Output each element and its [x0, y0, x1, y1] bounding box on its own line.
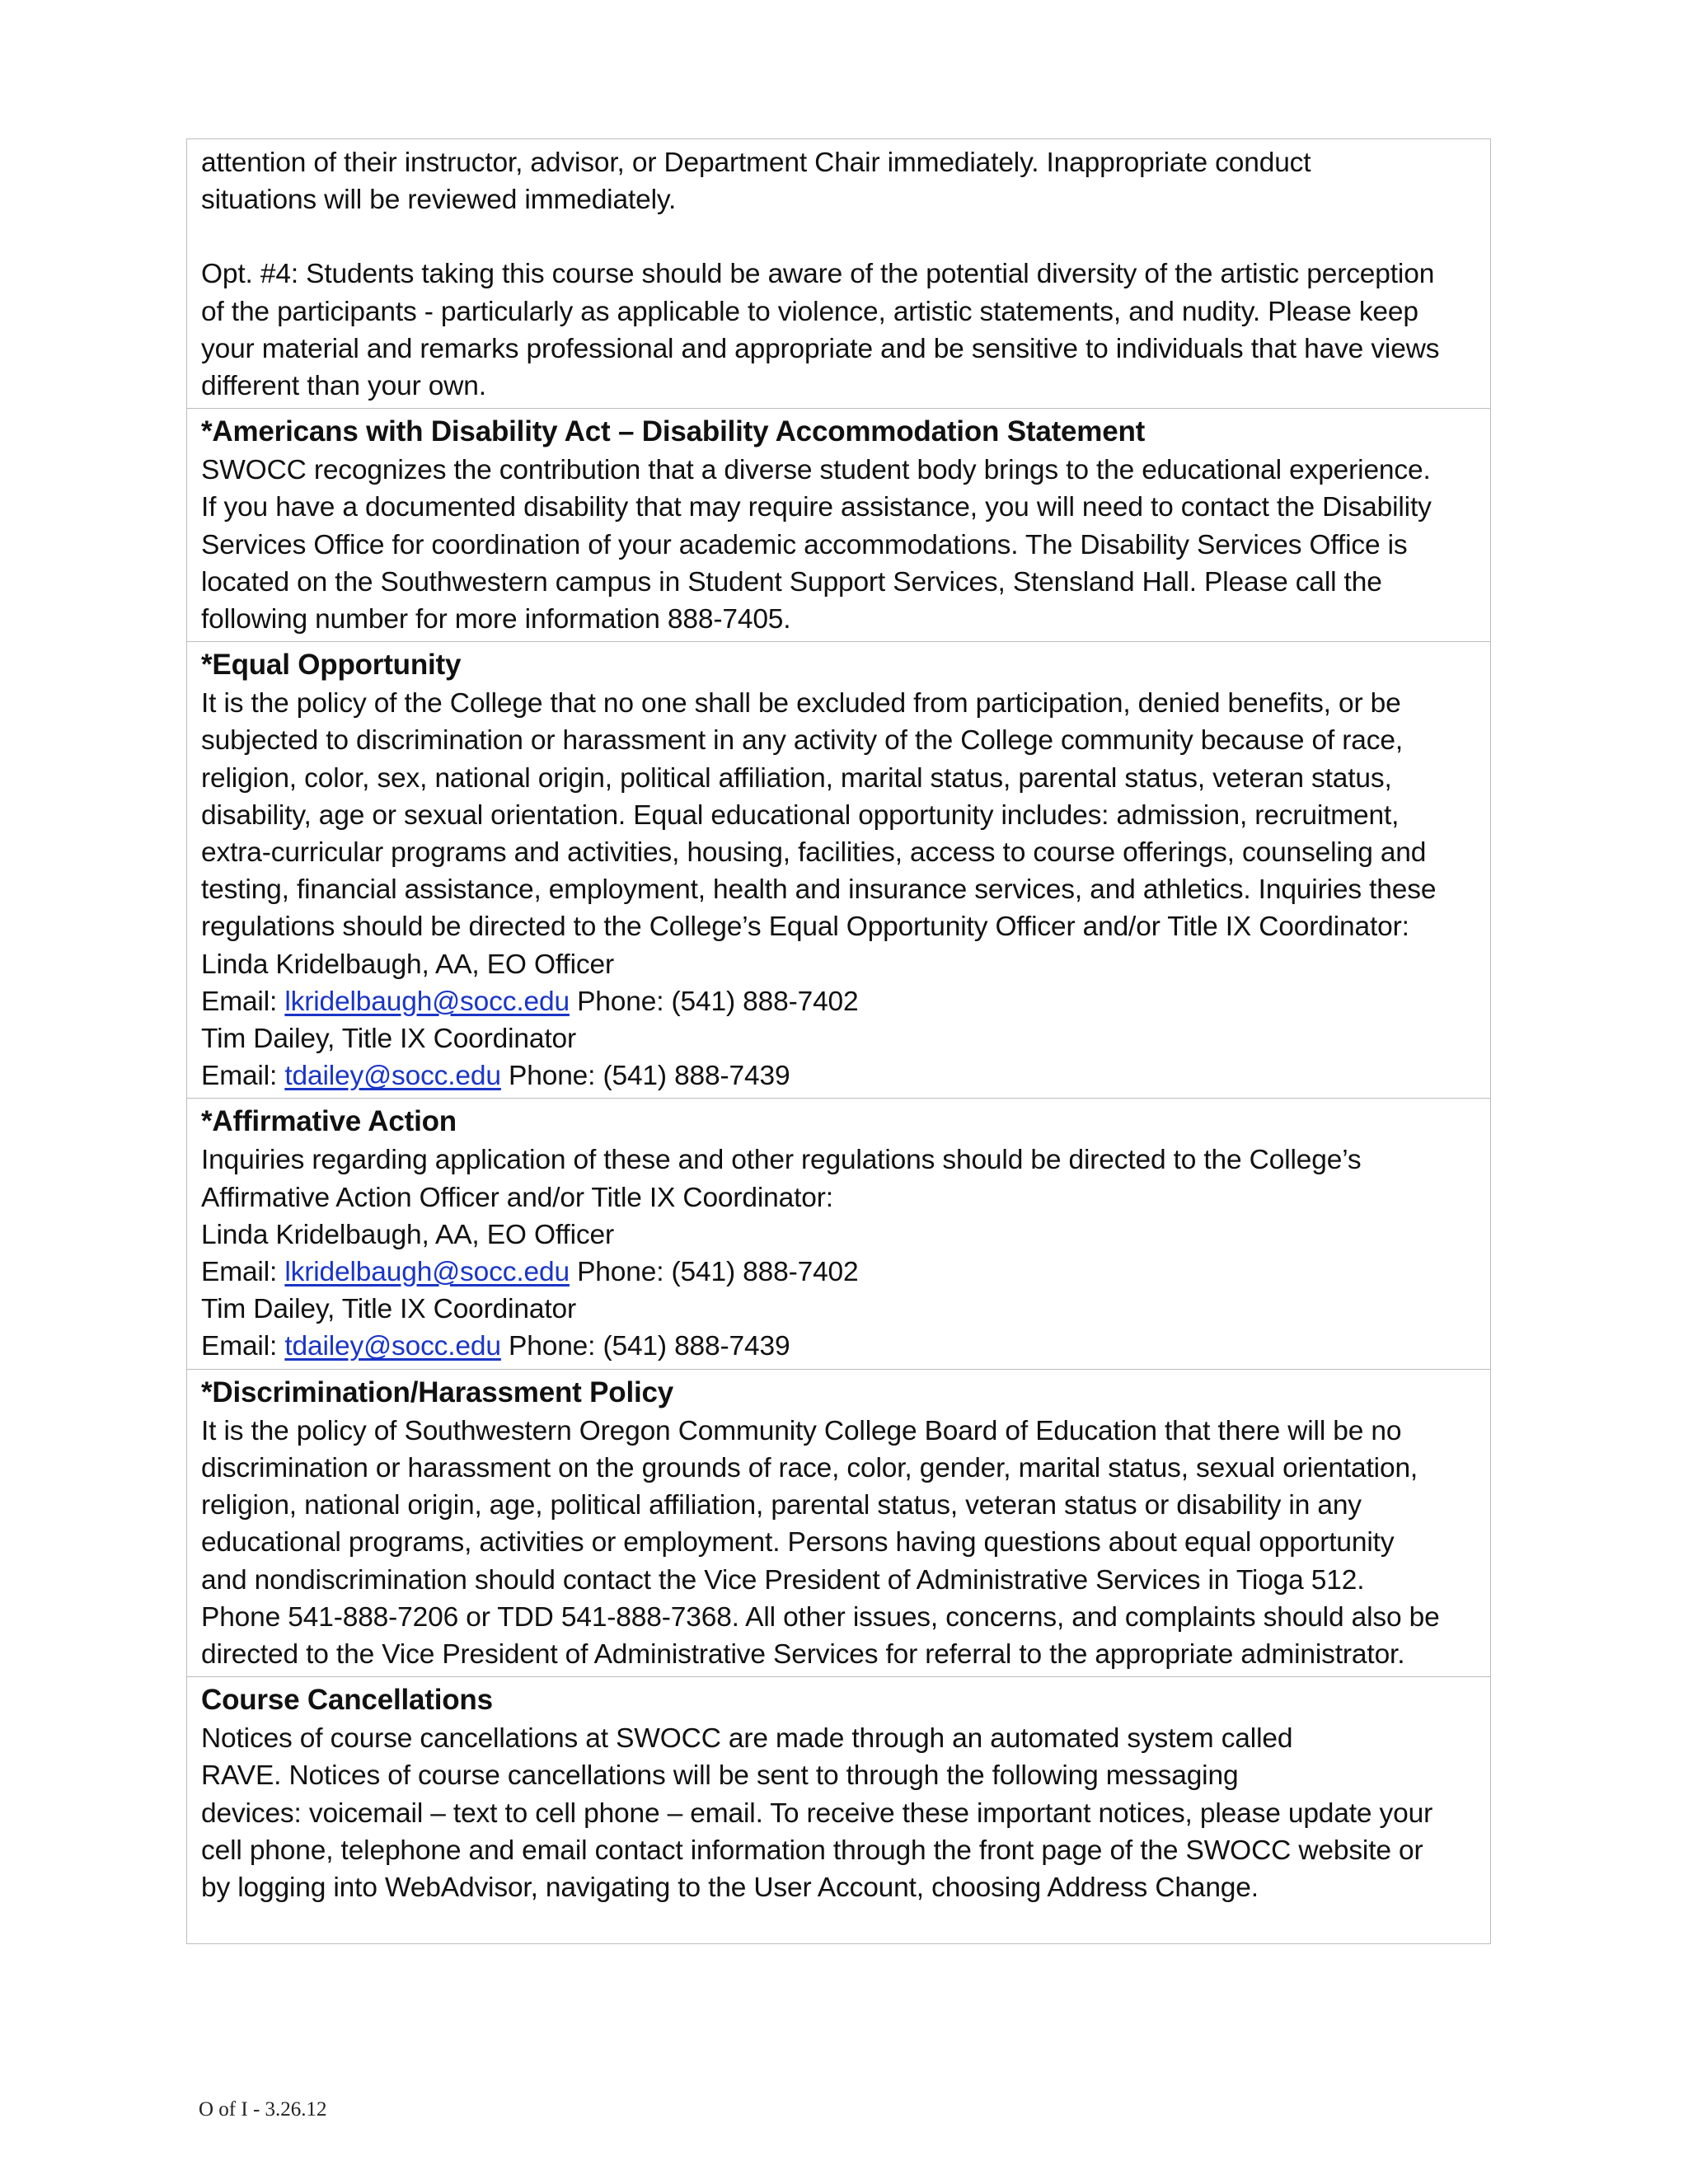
paragraph-spacer — [201, 218, 1477, 255]
section-heading: *Equal Opportunity — [201, 649, 462, 682]
contact-email-line — [201, 1254, 1477, 1291]
text-line: SWOCC recognizes the contribution that a diverse student body brings to the educational experience. — [201, 455, 1431, 486]
section-heading: Course Cancellations — [201, 1684, 493, 1717]
text-line: Phone 541-888-7206 or TDD 541-888-7368. All other issues, concerns, and complaints should also be — [201, 1601, 1440, 1633]
text-line: of the participants - particularly as applicable to violence, artistic statements, and nudity. Please keep — [201, 296, 1418, 327]
text-line: attention of their instructor, advisor, or Department Chair immediately. Inappropriate conduct — [201, 148, 1311, 178]
email-link[interactable]: tdailey@socc.edu — [284, 1331, 501, 1362]
text-line: It is the policy of Southwestern Oregon Community College Board of Education that there will be no — [201, 1415, 1402, 1446]
contact-email-line — [201, 1328, 1477, 1365]
page-footer: O of I - 3.26.12 — [199, 2098, 327, 2121]
ada-cell — [187, 408, 1490, 641]
text-line: devices: voicemail – text to cell phone – email. To receive these important notices, please update your — [201, 1797, 1433, 1829]
text-line: located on the Southwestern campus in Student Support Services, Stensland Hall. Please call the — [201, 566, 1382, 598]
discrimination-cell — [187, 1369, 1490, 1676]
email-link[interactable]: lkridelbaugh@socc.edu — [284, 1257, 570, 1288]
text-line: Opt. #4: Students taking this course should be aware of the potential diversity of the artistic perception — [201, 259, 1435, 290]
equal-opportunity-cell — [187, 641, 1490, 1098]
phone-text: Phone: (541) 888-7439 — [500, 1331, 790, 1362]
text-line: Inquiries regarding application of these and other regulations should be directed to the College’s — [201, 1145, 1362, 1176]
text-line: testing, financial assistance, employment, health and insurance services, and athletics. Inquiries these — [201, 874, 1437, 906]
text-line: subjected to discrimination or harassment in any activity of the College community because of race, — [201, 725, 1404, 757]
policy-table — [186, 138, 1491, 1944]
text-line: following number for more information 888-7405. — [201, 604, 791, 635]
text-line: disability, age or sexual orientation. Equal educational opportunity includes: admission, recruitment, — [201, 799, 1400, 831]
affirmative-action-cell — [187, 1098, 1490, 1368]
text-line: different than your own. — [201, 371, 486, 402]
text-line: directed to the Vice President of Administrative Services for referral to the appropriate administrator. — [201, 1638, 1405, 1670]
contact-email-line — [201, 1057, 1477, 1094]
text-line: extra-curricular programs and activities, housing, facilities, access to course offerings, counseling and — [201, 837, 1427, 869]
email-link[interactable]: lkridelbaugh@socc.edu — [284, 986, 570, 1017]
text-line: situations will be reviewed immediately. — [201, 185, 677, 216]
conduct-cell — [187, 139, 1490, 408]
contact-email-line — [201, 983, 1477, 1020]
text-line: religion, color, sex, national origin, political affiliation, marital status, parental status, veteran status, — [201, 762, 1392, 794]
text-line: regulations should be directed to the College’s Equal Opportunity Officer and/or Title IX Coordinator: — [201, 912, 1409, 943]
text-line: Affirmative Action Officer and/or Title IX Coordinator: — [201, 1182, 833, 1213]
phone-text: Phone: (541) 888-7439 — [500, 1061, 790, 1092]
text-line: religion, national origin, age, political affiliation, parental status, veteran status or disability in any — [201, 1490, 1362, 1521]
text-line: cell phone, telephone and email contact information through the front page of the SWOCC website or — [201, 1835, 1423, 1866]
text-line: It is the policy of the College that no one shall be excluded from participation, denied benefits, or be — [201, 688, 1401, 719]
contact-name: Tim Dailey, Title IX Coordinator — [201, 1294, 577, 1325]
section-heading: *Americans with Disability Act – Disability Accommodation Statement — [201, 415, 1146, 448]
phone-text: Phone: (541) 888-7402 — [569, 986, 859, 1017]
text-line: If you have a documented disability that may require assistance, you will need to contact the Disability — [201, 492, 1432, 523]
text-line: Services Office for coordination of your academic accommodations. The Disability Services Office is — [201, 529, 1408, 560]
text-line: Notices of course cancellations at SWOCC are made through an automated system called — [201, 1723, 1293, 1755]
email-label: Email: — [201, 1061, 285, 1092]
text-line: and nondiscrimination should contact the Vice President of Administrative Services in Tioga 512. — [201, 1564, 1365, 1596]
contact-name: Linda Kridelbaugh, AA, EO Officer — [201, 1219, 614, 1250]
text-line: your material and remarks professional and appropriate and be sensitive to individuals that have views — [201, 333, 1440, 364]
text-line: by logging into WebAdvisor, navigating to the User Account, choosing Address Change. — [201, 1872, 1259, 1903]
contact-name: Linda Kridelbaugh, AA, EO Officer — [201, 949, 614, 980]
text-line: RAVE. Notices of course cancellations will be sent to through the following messaging — [201, 1760, 1239, 1792]
section-heading: *Discrimination/Harassment Policy — [201, 1376, 674, 1408]
phone-text: Phone: (541) 888-7402 — [569, 1257, 859, 1288]
email-link[interactable]: tdailey@socc.edu — [284, 1061, 501, 1092]
email-label: Email: — [201, 1257, 285, 1288]
text-line: discrimination or harassment on the grounds of race, color, gender, marital status, sexual orientation, — [201, 1452, 1418, 1483]
email-label: Email: — [201, 986, 285, 1017]
text-line: educational programs, activities or employment. Persons having questions about equal opportunity — [201, 1527, 1395, 1558]
cancellations-cell — [187, 1676, 1490, 1943]
contact-name: Tim Dailey, Title IX Coordinator — [201, 1024, 577, 1055]
email-label: Email: — [201, 1331, 285, 1362]
section-heading: *Affirmative Action — [201, 1105, 457, 1138]
